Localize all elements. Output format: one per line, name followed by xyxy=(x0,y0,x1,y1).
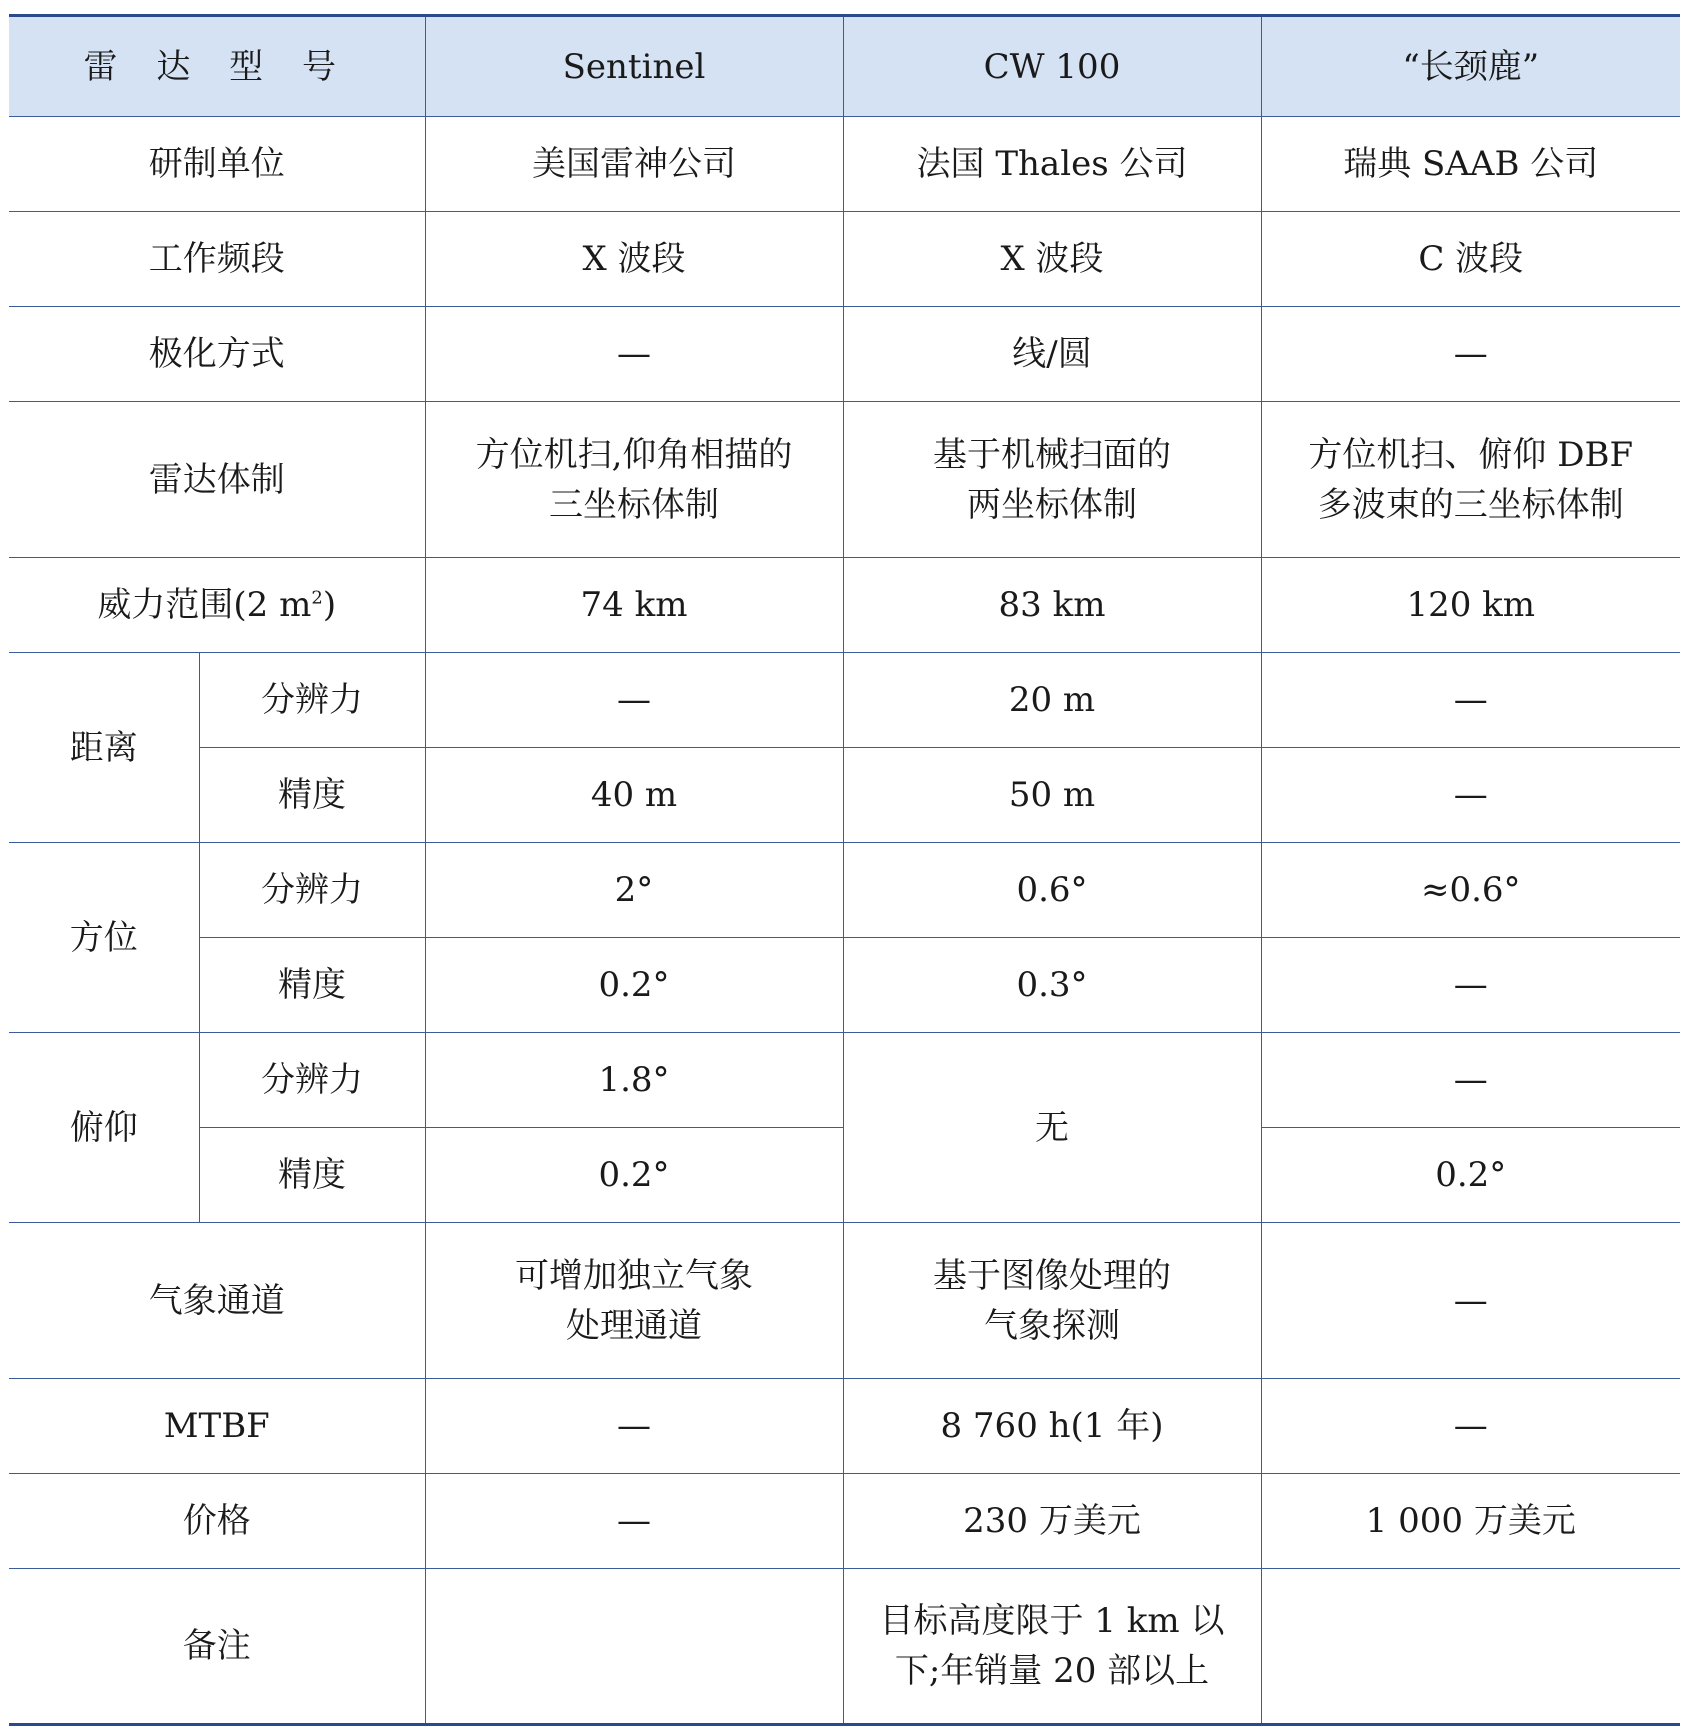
header-cw100: CW 100 xyxy=(843,16,1261,117)
header-row xyxy=(9,16,1680,117)
row-range xyxy=(9,558,1680,653)
radar-comparison-table-wrapper xyxy=(9,14,1680,1726)
label-azimuth-resolution: 分辨力 xyxy=(199,843,425,938)
cell-weather-cw100-line2: 气象探测 xyxy=(984,1305,1120,1346)
label-range-post: ) xyxy=(322,585,337,625)
cell-notes-cw100-line2: 下;年销量 20 部以上 xyxy=(894,1651,1210,1691)
cell-azimuth-acc-cw100: 0.3° xyxy=(843,938,1261,1033)
label-mtbf: MTBF xyxy=(9,1379,425,1474)
cell-distance-acc-sentinel: 40 m xyxy=(425,748,843,843)
row-distance-resolution xyxy=(9,653,1680,748)
label-band: 工作频段 xyxy=(9,212,425,307)
cell-azimuth-acc-sentinel: 0.2° xyxy=(425,938,843,1033)
cell-system-cw100-line2: 两坐标体制 xyxy=(967,484,1137,525)
cell-azimuth-res-giraffe: ≈0.6° xyxy=(1261,843,1680,938)
label-notes: 备注 xyxy=(9,1569,425,1725)
label-polarization: 极化方式 xyxy=(9,307,425,402)
row-weather xyxy=(9,1223,1680,1379)
header-sentinel: Sentinel xyxy=(425,16,843,117)
label-range-sup: 2 xyxy=(311,587,323,609)
header-giraffe: “长颈鹿” xyxy=(1261,16,1680,117)
cell-weather-cw100 xyxy=(843,1223,1261,1379)
label-price: 价格 xyxy=(9,1474,425,1569)
label-elevation-resolution: 分辨力 xyxy=(199,1033,425,1128)
cell-distance-res-sentinel: — xyxy=(425,653,843,748)
cell-system-giraffe xyxy=(1261,402,1680,558)
label-range xyxy=(9,558,425,653)
label-range-pre: 威力范围(2 m xyxy=(97,585,312,625)
cell-weather-sentinel-line2: 处理通道 xyxy=(566,1305,702,1346)
cell-distance-res-giraffe: — xyxy=(1261,653,1680,748)
cell-range-cw100: 83 km xyxy=(843,558,1261,653)
row-price xyxy=(9,1474,1680,1569)
cell-notes-sentinel xyxy=(425,1569,843,1725)
cell-developer-sentinel: 美国雷神公司 xyxy=(425,117,843,212)
cell-mtbf-cw100: 8 760 h(1 年) xyxy=(843,1379,1261,1474)
cell-system-cw100-line1: 基于机械扫面的 xyxy=(933,434,1171,475)
label-distance-resolution: 分辨力 xyxy=(199,653,425,748)
row-azimuth-accuracy xyxy=(9,938,1680,1033)
cell-distance-acc-cw100: 50 m xyxy=(843,748,1261,843)
cell-system-sentinel-line1: 方位机扫,仰角相描的 xyxy=(475,434,793,475)
cell-azimuth-acc-giraffe: — xyxy=(1261,938,1680,1033)
cell-range-giraffe: 120 km xyxy=(1261,558,1680,653)
cell-system-giraffe-line2: 多波束的三坐标体制 xyxy=(1317,484,1624,525)
cell-system-sentinel-line2: 三坐标体制 xyxy=(549,484,719,525)
cell-mtbf-giraffe: — xyxy=(1261,1379,1680,1474)
cell-weather-cw100-line1: 基于图像处理的 xyxy=(933,1255,1171,1296)
cell-polarization-cw100: 线/圆 xyxy=(843,307,1261,402)
cell-elevation-acc-giraffe: 0.2° xyxy=(1261,1128,1680,1223)
cell-notes-cw100 xyxy=(843,1569,1261,1725)
row-distance-accuracy xyxy=(9,748,1680,843)
cell-price-cw100: 230 万美元 xyxy=(843,1474,1261,1569)
cell-price-sentinel: — xyxy=(425,1474,843,1569)
row-azimuth-resolution xyxy=(9,843,1680,938)
cell-elevation-acc-sentinel: 0.2° xyxy=(425,1128,843,1223)
cell-distance-res-cw100: 20 m xyxy=(843,653,1261,748)
cell-developer-giraffe: 瑞典 SAAB 公司 xyxy=(1261,117,1680,212)
row-band xyxy=(9,212,1680,307)
cell-azimuth-res-sentinel: 2° xyxy=(425,843,843,938)
cell-developer-cw100: 法国 Thales 公司 xyxy=(843,117,1261,212)
group-distance: 距离 xyxy=(9,653,199,843)
cell-weather-giraffe: — xyxy=(1261,1223,1680,1379)
cell-system-sentinel xyxy=(425,402,843,558)
row-mtbf xyxy=(9,1379,1680,1474)
cell-range-sentinel: 74 km xyxy=(425,558,843,653)
row-system xyxy=(9,402,1680,558)
cell-elevation-res-sentinel: 1.8° xyxy=(425,1033,843,1128)
row-polarization xyxy=(9,307,1680,402)
cell-azimuth-res-cw100: 0.6° xyxy=(843,843,1261,938)
cell-system-giraffe-line1: 方位机扫、俯仰 DBF xyxy=(1308,434,1634,475)
cell-polarization-giraffe: — xyxy=(1261,307,1680,402)
label-weather: 气象通道 xyxy=(9,1223,425,1379)
cell-price-giraffe: 1 000 万美元 xyxy=(1261,1474,1680,1569)
header-radar-model-text: 雷 达 型 号 xyxy=(83,46,350,87)
cell-band-cw100: X 波段 xyxy=(843,212,1261,307)
group-elevation: 俯仰 xyxy=(9,1033,199,1223)
cell-elevation-cw100: 无 xyxy=(843,1033,1261,1223)
label-system: 雷达体制 xyxy=(9,402,425,558)
cell-system-cw100 xyxy=(843,402,1261,558)
group-azimuth: 方位 xyxy=(9,843,199,1033)
radar-comparison-table xyxy=(9,14,1680,1726)
cell-distance-acc-giraffe: — xyxy=(1261,748,1680,843)
cell-weather-sentinel-line1: 可增加独立气象 xyxy=(515,1255,753,1296)
cell-weather-sentinel xyxy=(425,1223,843,1379)
label-developer: 研制单位 xyxy=(9,117,425,212)
cell-notes-cw100-line1: 目标高度限于 1 km 以 xyxy=(879,1601,1225,1641)
cell-polarization-sentinel: — xyxy=(425,307,843,402)
cell-mtbf-sentinel: — xyxy=(425,1379,843,1474)
row-elevation-resolution xyxy=(9,1033,1680,1128)
cell-elevation-res-giraffe: — xyxy=(1261,1033,1680,1128)
cell-band-sentinel: X 波段 xyxy=(425,212,843,307)
label-distance-accuracy: 精度 xyxy=(199,748,425,843)
label-azimuth-accuracy: 精度 xyxy=(199,938,425,1033)
label-elevation-accuracy: 精度 xyxy=(199,1128,425,1223)
cell-band-giraffe: C 波段 xyxy=(1261,212,1680,307)
cell-notes-giraffe xyxy=(1261,1569,1680,1725)
row-developer xyxy=(9,117,1680,212)
row-notes xyxy=(9,1569,1680,1725)
header-radar-model xyxy=(9,16,425,117)
